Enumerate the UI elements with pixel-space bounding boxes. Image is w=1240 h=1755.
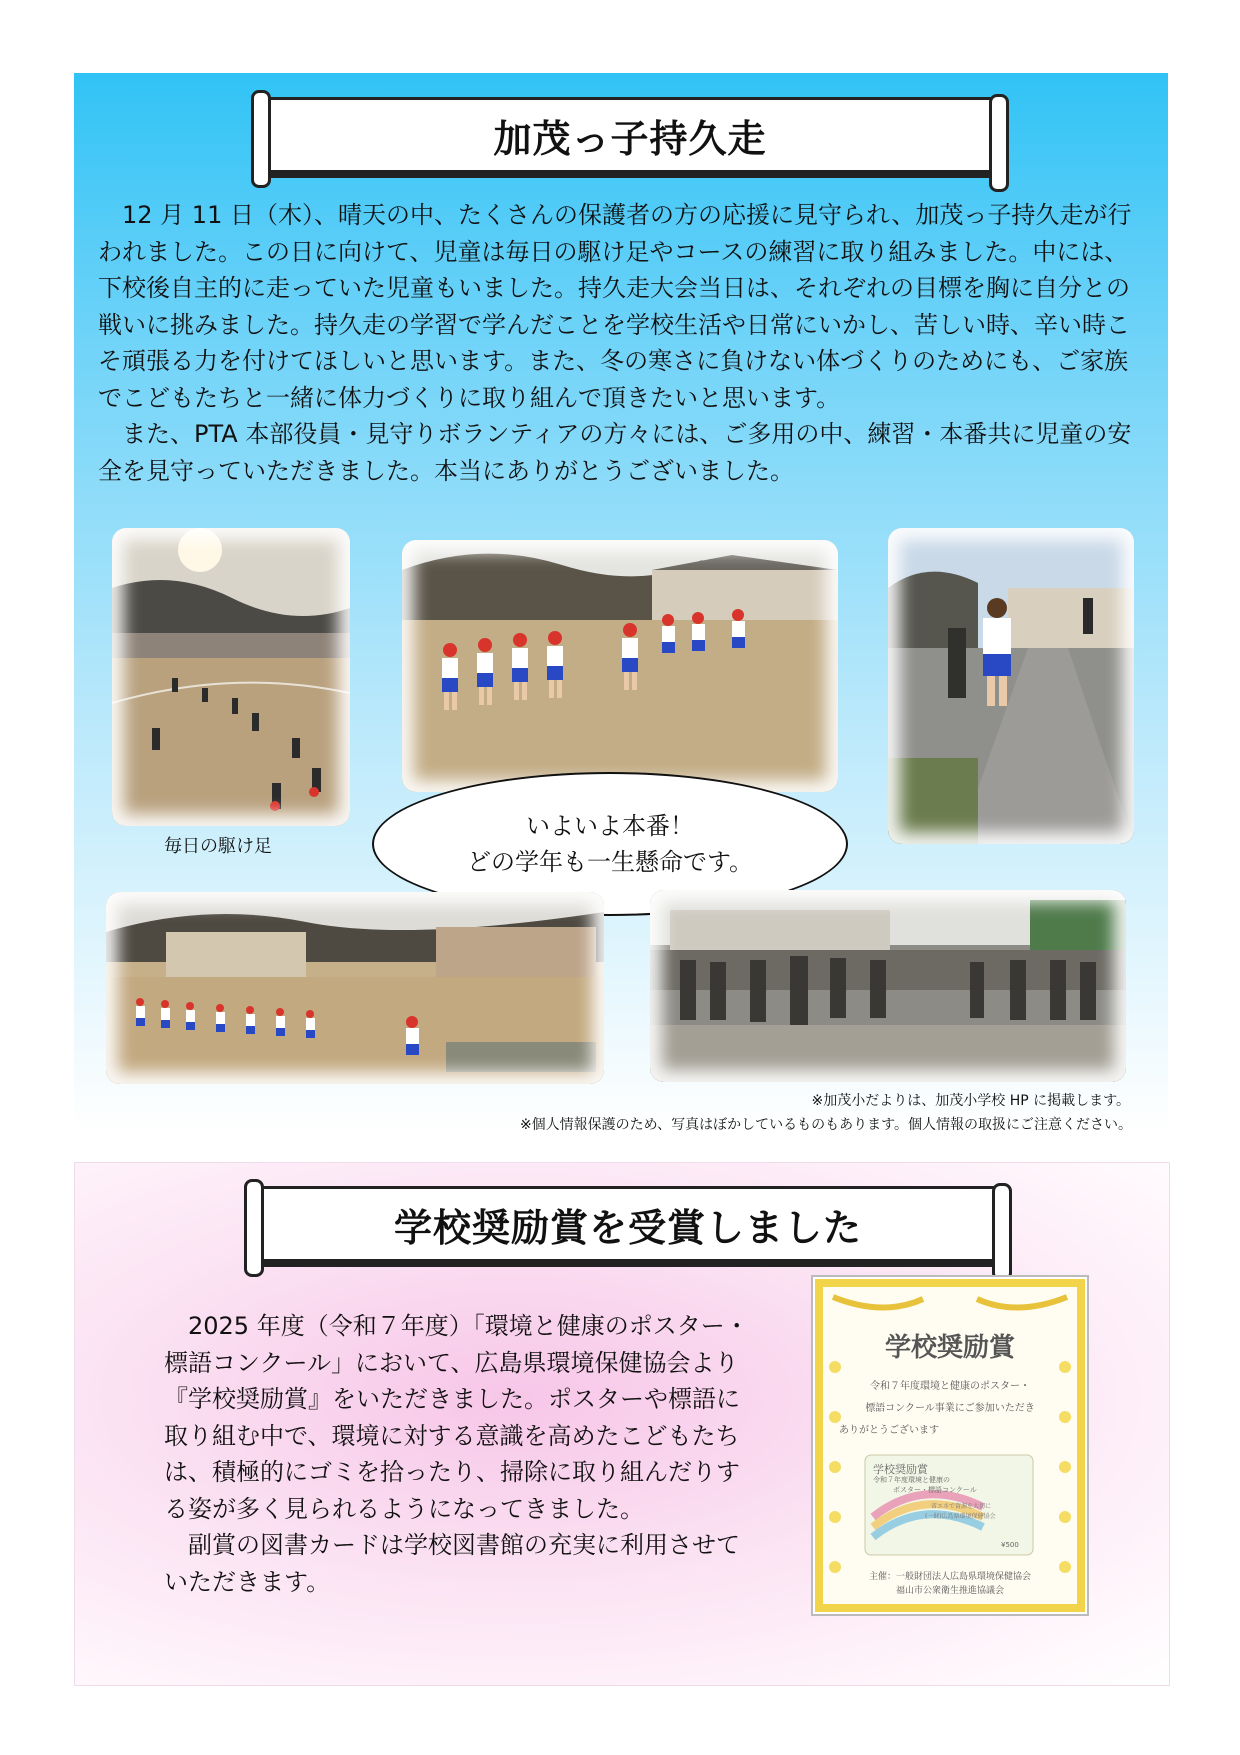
photo-road-running — [888, 528, 1134, 844]
marathon-paragraph-2: また、PTA 本部役員・見守りボランティアの方々には、ご多用の中、練習・本番共に児童の安全を見守っていただきました。本当にありがとうございました。 — [98, 420, 1132, 485]
certificate-sponsor-2: 福山市公衆衛生推進協議会 — [895, 1586, 1004, 1596]
certificate-line-3: ありがとうございます — [839, 1425, 939, 1436]
photo-field-runners — [106, 892, 604, 1084]
award-paragraph-1: 2025 年度（令和７年度）「環境と健康のポスター・標語コンクール」において、広島県環境保健協会より『学校奨励賞』をいただきました。ポスターや標語に取り組む中で、環境に対する意識を高めたこどもたちは、積極的にゴミを拾ったり、掃除に取り組んだりする姿が多く見られるようになってきました。 — [164, 1312, 749, 1523]
bubble-line-1: いよいよ本番！ — [526, 812, 694, 840]
book-card-line-4: (一財)広島県環境保健協会 — [925, 1513, 996, 1520]
marathon-paragraph-1: 12 月 11 日（木）、晴天の中、たくさんの保護者の方の応援に見守られ、加茂っ子持久走が行われました。この日に向けて、児童は毎日の駆け足やコースの練習に取り組みました。中には、下校後自主的に走っていた児童もいました。持久走大会当日は、それぞれの目標を胸に自分との戦いに挑みました。持久走の学習で学んだことを学校生活や日常にいかし、苦しい時、辛い時こそ頑張る力を付けてほしいと思います。また、冬の寒さに負けない体づくりのためにも、ご家族でこどもたちと一緒に体力づくりに取り組んで頂きたいと思います。 — [98, 201, 1132, 412]
award-title: 学校奨励賞を受賞しました — [393, 1205, 862, 1250]
bubble-line-2: どの学年も一生懸命です。 — [466, 848, 754, 876]
book-card-line-2: ポスター・標語コンクール — [893, 1486, 977, 1494]
note-privacy: ※個人情報保護のため、写真はぼかしているものもあります。個人情報の取扱にご注意ください。 — [519, 1117, 1132, 1133]
photo-spectators — [650, 890, 1126, 1082]
award-paragraph-2: 副賞の図書カードは学校図書館の充実に利用させていただきます。 — [164, 1531, 740, 1596]
award-title-banner — [255, 1186, 1001, 1262]
certificate-title: 学校奨励賞 — [884, 1333, 1015, 1363]
marathon-title: 加茂っ子持久走 — [493, 116, 767, 161]
book-card-value: ¥500 — [1001, 1541, 1019, 1549]
award-body — [164, 1308, 760, 1600]
book-card-title: 学校奨励賞 — [873, 1463, 928, 1476]
certificate-sponsor-1: 主催：一般財団法人広島県環境保健協会 — [868, 1572, 1031, 1582]
book-card-line-3: 省エネで資源を大切に — [931, 1503, 992, 1510]
marathon-body — [98, 197, 1142, 489]
certificate-line-2: 標語コンクール事業にご参加いただき — [865, 1403, 1035, 1414]
photo-caption-daily-running: 毎日の駆け足 — [164, 836, 272, 857]
marathon-title-banner — [262, 97, 998, 173]
certificate-line-1: 令和７年度環境と健康のポスター・ — [870, 1381, 1030, 1392]
photo-daily-running — [112, 528, 350, 826]
book-card-line-1: 令和７年度環境と健康の — [873, 1476, 950, 1484]
photo-running-group — [402, 540, 838, 792]
award-certificate — [811, 1275, 1089, 1616]
note-hp: ※加茂小だよりは、加茂小学校 HP に掲載します。 — [811, 1093, 1130, 1109]
